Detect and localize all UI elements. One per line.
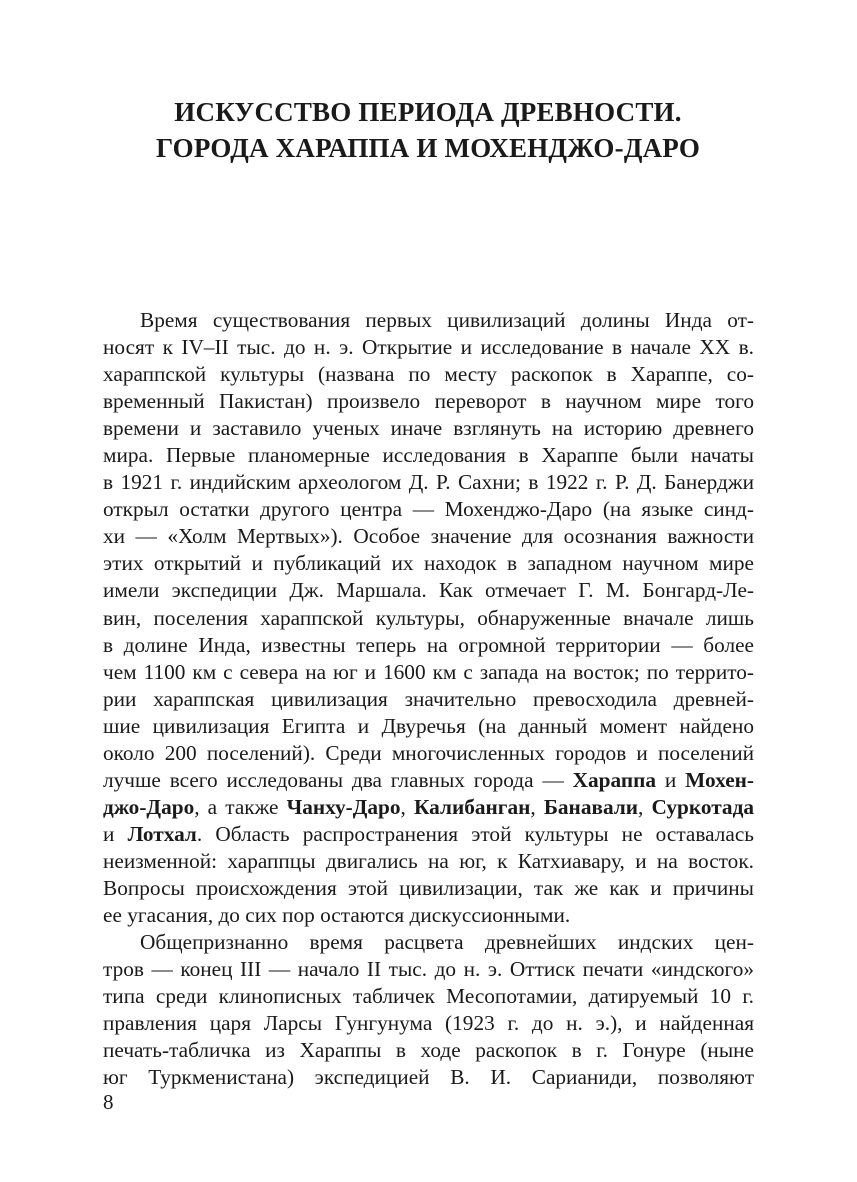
- text-line: тров — конец III — начало II тыс. до н. э. Оттиск печати «индского»: [103, 957, 754, 982]
- text-line-with-cities: [103, 767, 754, 794]
- text-line: ее угасания, до сих пор остаются дискуссионными.: [103, 903, 571, 928]
- text-line: рии хараппская цивилизация значительно превосходила древней-: [103, 686, 754, 711]
- text-line: типа среди клинописных табличек Месопотамии, датируемый 10 г.: [103, 984, 754, 1009]
- text-line: временный Пакистан) произвело переворот в научном мире того: [103, 389, 754, 414]
- chapter-title-line-1: ИСКУССТВО ПЕРИОДА ДРЕВНОСТИ.: [174, 97, 682, 127]
- text-line: в долине Инда, известны теперь на огромной территории — более: [103, 632, 754, 657]
- text-line: Вопросы происхождения этой цивилизации, так же как и причины: [103, 875, 754, 900]
- city-name-surkotada: Суркотада: [651, 794, 754, 819]
- text-line-with-cities: [103, 821, 754, 848]
- city-name-kalibangan: Калибанган: [414, 794, 531, 819]
- chapter-title: [98, 94, 758, 166]
- text-line: имели экспедиции Дж. Маршала. Как отмечает Г. М. Бонгард-Ле-: [103, 578, 754, 603]
- text-fragment: лучше всего исследованы два главных города —: [103, 767, 573, 792]
- text-line: открыл остатки другого центра — Мохенджо-Даро (на языке синд-: [103, 497, 754, 522]
- chapter-title-line-2: ГОРОДА ХАРАППА И МОХЕНДЖО-ДАРО: [155, 133, 701, 163]
- city-name-chanhu-daro: Чанху-Даро: [286, 794, 401, 819]
- text-line: юг Туркменистана) экспедицией В. И. Сарианиди, позволяют: [103, 1065, 754, 1090]
- text-line: времени и заставило ученых иначе взглянуть на историю древнего: [103, 416, 754, 441]
- text-fragment: ,: [530, 794, 544, 819]
- text-line: шие цивилизация Египта и Двуречья (на данный момент найдено: [103, 713, 754, 738]
- text-fragment: ,: [400, 794, 414, 819]
- text-line: мира. Первые планомерные исследования в Хараппе были начаты: [103, 443, 754, 468]
- text-line: правления царя Ларсы Гунгунума (1923 г. до н. э.), и найденная: [103, 1011, 754, 1036]
- city-name-banawali: Банавали: [543, 794, 639, 819]
- text-fragment: ,: [638, 794, 652, 819]
- page-number: 8: [103, 1090, 114, 1114]
- text-line: Общепризнанно время расцвета древнейших индских цен-: [140, 930, 754, 955]
- text-fragment: , а также: [194, 794, 287, 819]
- text-line: носят к IV–II тыс. до н. э. Открытие и исследование в начале XX в.: [103, 335, 754, 360]
- text-line-with-cities: [103, 794, 754, 821]
- text-fragment: и: [656, 767, 686, 792]
- city-name-lothal: Лотхал: [127, 821, 197, 846]
- text-line: в 1921 г. индийским археологом Д. Р. Сахни; в 1922 г. Р. Д. Банерджи: [103, 470, 754, 495]
- text-line: хараппской культуры (названа по месту раскопок в Хараппе, со-: [103, 362, 754, 387]
- text-line: чем 1100 км с севера на юг и 1600 км с запада на восток; по террито-: [103, 659, 754, 684]
- text-fragment: и: [103, 821, 128, 846]
- text-line: хи — «Холм Мертвых»). Особое значение для осознания важности: [103, 524, 754, 549]
- city-name-mohenjo-daro-part2: джо-Даро: [103, 794, 195, 819]
- text-line: около 200 поселений). Среди многочисленных городов и поселений: [103, 740, 754, 765]
- body-text: [103, 307, 754, 1091]
- text-line: неизменной: хараппцы двигались на юг, к Катхиавару, и на восток.: [103, 848, 754, 873]
- city-name-mohenjo-daro-part1: Мохен-: [685, 767, 755, 792]
- text-fragment: . Область распространения этой культуры не оставалась: [196, 821, 754, 846]
- text-line: печать-табличка из Хараппы в ходе раскопок в г. Гонуре (ныне: [103, 1038, 754, 1063]
- text-line: Время существования первых цивилизаций долины Инда от-: [140, 308, 754, 332]
- city-name-harappa: Хараппа: [572, 767, 657, 792]
- text-line: вин, поселения хараппской культуры, обнаруженные вначале лишь: [103, 605, 754, 630]
- text-line: этих открытий и публикаций их находок в западном научном мире: [103, 551, 754, 576]
